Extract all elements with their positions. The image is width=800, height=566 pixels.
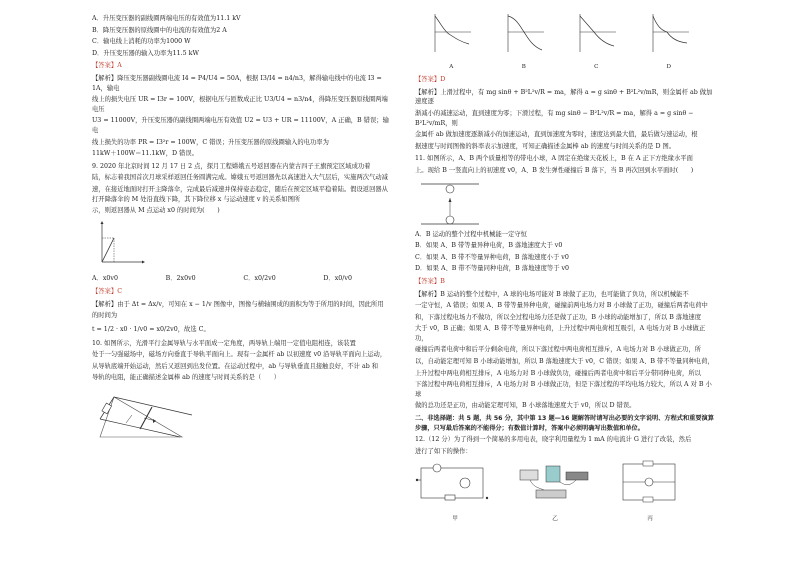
option-d: D．升压变压器的输入功率为11.5 kW (92, 49, 199, 57)
right-column (415, 14, 715, 525)
question-12-line: 12.（12 分）为了得到一个简易的多用电表，晓宇利用量程为 1 mA 的电流计 G 进行了改装，然后 (415, 436, 692, 444)
option-a[interactable]: A．B 运动的整个过程中机械能一定守恒 (415, 230, 527, 238)
question-10-line: 处于一匀强磁场中，磁场方向垂直于导轨平面向上。现有一金属杆 ab 以初速度 v0 沿导轨平面向上运动， (92, 351, 387, 359)
explanation-line: 11kW＋100W＝11.1kW，D 错误。 (92, 150, 198, 158)
circuit-yi-diagram (510, 458, 600, 510)
option-d[interactable]: D．如果 A、B 带不等量同种电荷，B 落地速度等于 v0 (415, 265, 570, 273)
explanation-line: 渐减小的减速运动，直到速度为零；下滑过程，有 mg sinθ − B²L²v/R = ma，解得 a = g sinθ − B²L²v/mR，则 (415, 109, 694, 127)
option-d[interactable]: D．x0/v0 (323, 274, 352, 282)
question-10-line: 10. 如图所示，光滑平行金属导轨与水平面成一定角度，两导轨上端用一定值电阻相连，该装置 (92, 339, 356, 347)
question-9-line: 示，则返回器从 M 点运动 x0 的时间为( ) (92, 207, 220, 215)
explanation-line: 和，下落过程电场力不做功，所以全过程电场力还是做了正功，B 小球的动能增加了，所以 B 落地速度 (415, 313, 702, 321)
explanation-formula: t = 1/2 · x0 · 1/v0 = x0/2v0，故选 C。 (92, 326, 210, 334)
explanation-line: U3 = 11000V，升压变压器的副线圈两端电压有效值 U2 = U3 + UR = 11100V，A 正确，B 错误；输电 (92, 117, 389, 134)
answer-q10: 【答案】D (415, 76, 446, 84)
answer-q9: 【答案】C (92, 288, 123, 296)
v-t-graph-c (574, 12, 618, 58)
explanation-line: 【解析】降压变压器副线圈电流 I4 = P4/U4 = 50A，根据 I3/I4 = n4/n3，解得输电线中的电流 I3 = 1A，输电 (92, 74, 382, 92)
explanation-line: 碰撞后两者电荷中和后平分剩余电荷，所以下落过程中两电荷相互排斥，A 电场力对 B 小球做正功，所 (415, 346, 701, 354)
explanation-line: 上升过程中两电荷相互排斥，A 电场力对 B 小球做负功，碰撞后两者电荷中和后平分带同种电荷，所以 (415, 369, 701, 377)
option-b[interactable]: B．2x0v0 (165, 274, 196, 282)
graph-d[interactable]: D (647, 12, 691, 72)
explanation-line: 下落过程中两电荷相互排斥，A 电场力对 B 小球做正功，但是下落过程的平均电场力较大，所以 A 对 B 小球 (415, 381, 712, 398)
graph-c[interactable]: C (574, 12, 618, 72)
option-c: C．输电线上消耗的功率为1000 W (92, 38, 191, 46)
explanation-line: 大于 v0，B 正确；如果 A、B 带不等量异种电荷，上升过程中两电荷相互吸引，A 电场力对 B 小球做正功， (415, 325, 706, 342)
circuit-bing-diagram (615, 458, 685, 510)
x-v-graph-figure (92, 218, 152, 270)
charged-balls-figure (415, 178, 485, 230)
explanation-line: 【解析】上滑过程中，有 mg sinθ + B²L²v/R = ma，解得 a = g sinθ + B²L²v/mR，则金属杆 ab 做加速度逐 (415, 88, 713, 106)
option-b[interactable]: B．如果 A、B 带等量异种电荷，B 落地速度大于 v0 (415, 242, 563, 250)
explanation-line: 做的总功还是正功，由动能定理可知，B 小球落地速度大于 v0，所以 D 错误。 (415, 402, 636, 410)
circuit-jia-diagram (415, 458, 495, 510)
question-9-line: 9. 2020 年北京时间 12 月 17 日 2 点，探月工程嫦娥五号返回器在内蒙古四子王旗预定区域成功着 (92, 162, 371, 170)
question-10-line: 导轨的电阻，能正确描述金属棒 ab 的速度与时间关系的是（ ） (92, 374, 281, 382)
explanation-line: 线上的损失电压 UR = I3r = 100V，根据电压与匝数成正比 U3/U4 = n3/n4，得降压变压器原线圈两端电压 (92, 96, 388, 113)
option-c[interactable]: C．x0/2v0 (243, 274, 276, 282)
question-11-line: 11. 如图所示，A、B 两个质量相等的带电小球，A 固定在绝缘天花板上，B 在 A 正下方绝缘水平面 (415, 155, 693, 163)
explanation-line: 【解析】由于 Δt = Δx/v，可知在 x − 1/v 图像中，图像与横轴围成的面积为等于所用的时间，因此所用 (92, 300, 384, 308)
explanation-line: 金属杆 ab 做加速度逐渐减小的加速运动，直到加速度为零时，速度达到最大值，最后做匀速运动，根 (415, 131, 698, 139)
circuit-figures (415, 458, 685, 524)
explanation-line: 线上损失的功率 PR = I3²r = 100W，C 错误；升压变压器的原线圈输入的电功率为 (92, 138, 329, 146)
option-a[interactable]: A．x0v0 (92, 274, 118, 282)
explanation-line: 据速度与时间图像的斜率表示加速度，可知正确描述金属棒 ab 的速度与时间关系的是 D 图。 (415, 142, 676, 150)
option-a: A．升压变压器的副线圈两端电压的有效值为11.1 kV (92, 15, 241, 22)
inclined-rail-figure (92, 385, 212, 447)
v-t-graph-a (429, 12, 473, 58)
answer-q8: 【答案】A (92, 62, 122, 70)
question-11-line: 上。现给 B 一竖直向上的初速度 v0，A、B 发生弹性碰撞后 B 落下，当 B 再次回到水平面时( ) (415, 166, 694, 174)
section-two-heading: 二、非选择题：共 5 题，共 56 分，其中第 13 题—16 题解答时请写出必要的文字说明、方程式和重要演算步骤，只写最后答案的不能得分；有数值计算时，答案中必须明确写出数值和单位。 (415, 415, 714, 432)
graph-a[interactable]: A (429, 12, 473, 72)
circuit-figure-bing: 丙 (615, 458, 685, 524)
explanation-line: 一定守恒，A 错误；如果 A、B 带等量异种电荷，碰撞前两电场力对 B 小球做了正功，碰撞后两者电荷中 (415, 302, 708, 310)
question-9-options (92, 274, 352, 284)
explanation-line: 以，自动能定理可知 B 小球动能增加，所以 B 落地速度大于 v0，C 错误；如果 A、B 带不等量同种电荷， (415, 358, 714, 366)
question-12-line: 进行了如下的操作： (415, 447, 472, 455)
question-9-line: 速，在接近地面时打开主降落伞，完成最后减速并保持姿态稳定，随后在预定区域平稳着陆。假设返回器从打开降落伞的 M 处沿直线下降，其下降位移 x 与运动速度 v 的关系如图所 (92, 185, 388, 203)
left-column (92, 14, 392, 447)
answer-q11: 【答案】B (415, 277, 445, 285)
question-10-line: 从导轨底端开始运动，然后又返回到出发位置。在运动过程中，ab 与导轨垂直且接触良好，不计 ab 和 (92, 362, 379, 370)
graph-b[interactable]: B (502, 12, 546, 72)
option-b: B．降压变压器的原线圈中的电流的有效值为2 A (92, 26, 227, 34)
circuit-figure-yi: 乙 (510, 458, 600, 524)
v-t-graph-b (502, 12, 546, 58)
explanation-line: 【解析】B 运动的整个过程中，A 球的电场可能对 B 球做了正功，也可能做了负功，所以机械能不 (415, 290, 689, 298)
v-t-graph-options (415, 12, 705, 72)
option-c[interactable]: C．如果 A、B 带不等量异种电荷，B 落地速度小于 v0 (415, 253, 569, 261)
question-9-line: 陆，标志着我国首次月球采样返回任务圆满完成。嫦娥五号返回器先以高速进入大气层后，实施两次气动减 (92, 174, 388, 182)
explanation-line: 的时间为 (92, 312, 118, 320)
circuit-figure-jia: 甲 (415, 458, 495, 524)
v-t-graph-d (647, 12, 691, 58)
